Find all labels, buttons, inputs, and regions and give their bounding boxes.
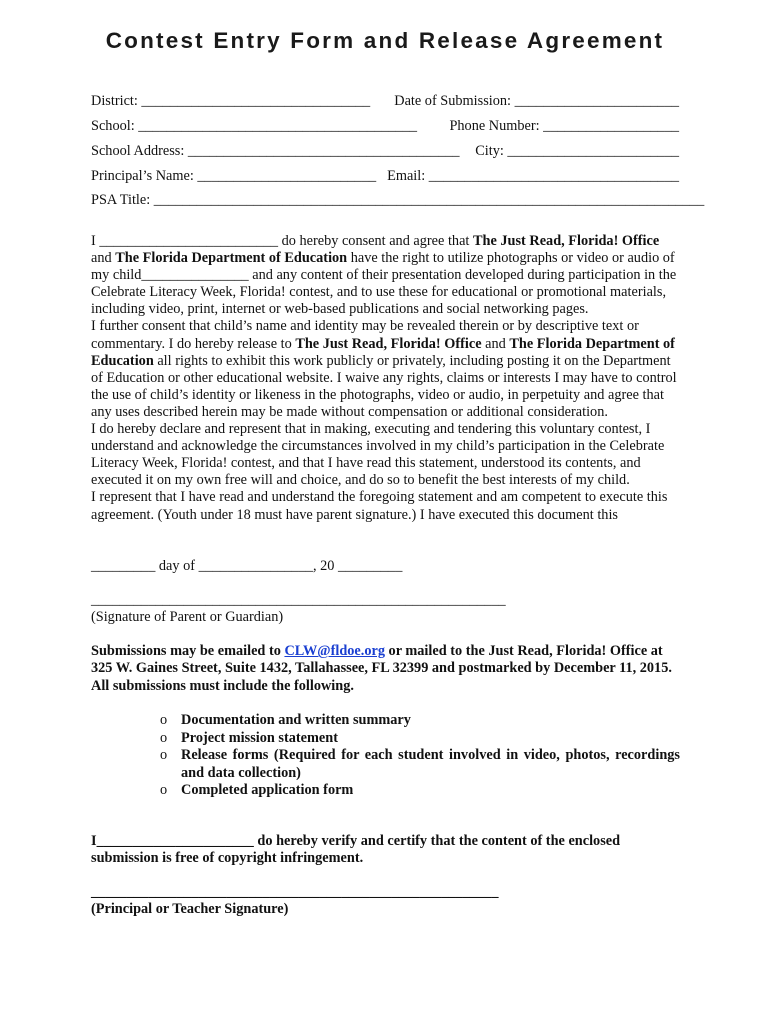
consent-paragraph-5: I represent that I have read and understand the foregoing statement and am competent to execute this agreement. (Youth under 18 must have parent signature.) I have executed this document this [91, 489, 668, 523]
requirements-list [160, 712, 680, 800]
row-psa-title [91, 192, 705, 209]
parent-signature-line[interactable]: __________________________________________________________ [91, 592, 506, 608]
certification-text: I______________________ do hereby verify and certify that the content of the enclosed submission is free of copyright infringement. [91, 833, 621, 867]
bullet-icon: o [160, 747, 168, 764]
consent-paragraph-3: commentary. I do hereby release to The Just Read, Florida! Office and The Florida Department of Education all rights to exhibit this work publicly or privately, including posting it on the Department of Education or other educational website. I waive any rights, claims or interests I may have to control the use of child’s identity or likeness in the photographs, video or audio, in perpetuity and agree that any uses described herein may be made without compensation or additional consideration. [91, 335, 677, 420]
certification-statement [91, 833, 681, 868]
consent-text [91, 233, 681, 524]
consent-paragraph-4: I do hereby declare and represent that in making, executing and tendering this voluntary contest, I understand and acknowledge the circumstances involved in my child’s participation in the Celebrate Literacy Week, Florida! contest, and that I have read this statement, understood its contents, and executed it on my own free will and choice, and do so to benefit the best interests of my child. [91, 421, 665, 489]
consent-paragraph-2: I further consent that child’s name and identity may be revealed therein or by descriptive text or [91, 318, 639, 335]
row-school-phone [91, 118, 679, 135]
phone-number-field[interactable]: Phone Number: ___________________ [449, 118, 679, 134]
must-include-heading: All submissions must include the following. [91, 677, 354, 694]
psa-title-field[interactable]: PSA Title: _____________________________________________________________________________ [91, 192, 705, 208]
row-principal-email [91, 168, 679, 185]
parent-signature-label: (Signature of Parent or Guardian) [91, 609, 284, 625]
row-address-city [91, 143, 679, 160]
teacher-signature-line[interactable]: _________________________________________________________ [91, 884, 499, 900]
execution-date-line[interactable]: _________ day of ________________, 20 _________ [91, 558, 403, 574]
teacher-signature-label: (Principal or Teacher Signature) [91, 901, 289, 917]
submission-email-link[interactable]: CLW@fldoe.org [284, 643, 385, 659]
submission-text: Submissions may be emailed to CLW@fldoe.org or mailed to the Just Read, Florida! Office at 325 W. Gaines Street, Suite 1432, Tallahassee, FL 32399 and postmarked by December 11, 2015. [91, 643, 672, 677]
date-of-submission-field[interactable]: Date of Submission: _______________________ [394, 93, 679, 109]
consent-paragraph-1: I _________________________ do hereby consent and agree that The Just Read, Florida! Office and The Florida Department of Education have the right to utilize photographs or video or audio of my child_______________ and any content of their presentation developed during participation in the Celebrate Literacy Week, Florida! contest, and to use these for educational or promotional materials, including video, print, internet or web-based publications and social networking pages. [91, 233, 677, 318]
submission-instructions [91, 643, 681, 695]
list-item: o Documentation and written summary [160, 712, 411, 728]
city-field[interactable]: City: ________________________ [475, 143, 679, 159]
list-item: o Project mission statement [160, 729, 338, 746]
principal-name-field[interactable]: Principal’s Name: _________________________ [91, 168, 377, 184]
list-item: o Completed application form [160, 782, 354, 799]
district-field[interactable]: District: ________________________________ [91, 93, 371, 109]
email-field[interactable]: Email: ___________________________________ [387, 168, 679, 184]
school-field[interactable]: School: _______________________________________ [91, 118, 418, 134]
bullet-icon: o [160, 712, 168, 728]
bullet-icon: o [160, 729, 168, 746]
list-item: o Release forms (Required for each student involved in video, photos, recordings and data collection) [160, 747, 680, 781]
school-address-field[interactable]: School Address: ______________________________________ [91, 143, 460, 159]
page-title: Contest Entry Form and Release Agreement [105, 28, 665, 53]
bullet-icon: o [160, 782, 168, 799]
row-district-date [91, 93, 679, 110]
